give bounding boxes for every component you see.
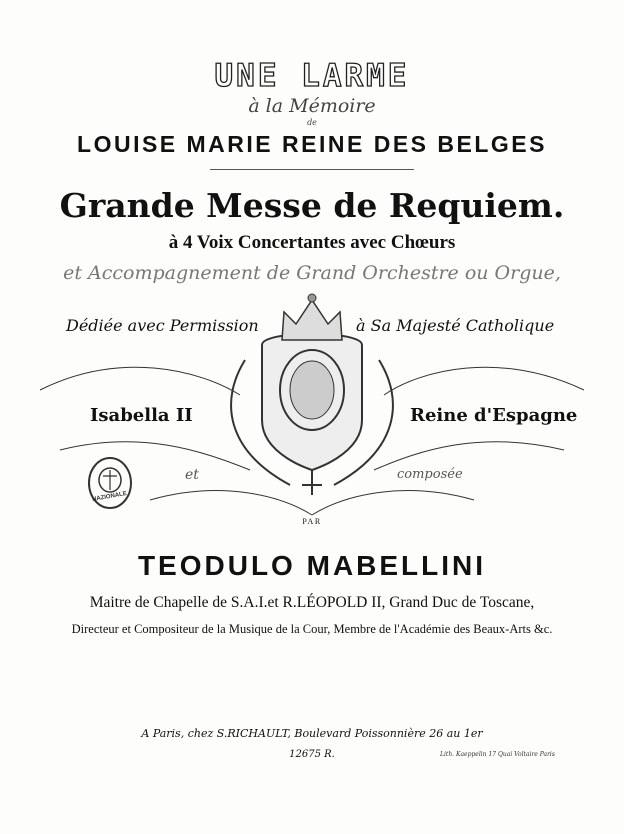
dedication-name-left: Isabella II (90, 405, 193, 426)
engraver-credit: Lith. Kaeppelin 17 Quai Voltaire Paris (440, 751, 555, 758)
dedication-right: à Sa Majesté Catholique (356, 316, 555, 335)
composer-title-line1: Maitre de Chapelle de S.A.I.et R.LÉOPOLD II, Grand Duc de Toscane, (89, 594, 535, 611)
work-voices: à 4 Voix Concertantes avec Chœurs (168, 232, 456, 253)
title-de: de (307, 118, 317, 127)
by-label: PAR (302, 517, 322, 526)
dedication-left: Dédiée avec Permission (66, 316, 259, 335)
composer-name: TEODULO MABELLINI (137, 550, 487, 581)
dedication-and: et (185, 467, 199, 483)
work-title: Grande Messe de Requiem. (59, 186, 565, 225)
composer-title-line2: Directeur et Compositeur de la Musique de la Cour, Membre de l'Académie des Beaux-Arts &c. (71, 622, 553, 636)
stamp-text: NAZIONALE (91, 491, 128, 503)
dedication-name-right: Reine d'Espagne (410, 405, 578, 426)
work-accompaniment: et Accompagnement de Grand Orchestre ou Orgue, (63, 262, 561, 284)
title-louise-marie: LOUISE MARIE REINE DES BELGES (77, 131, 547, 157)
title-une-larme: UNE LARME (214, 58, 410, 94)
title-a-la-memoire: à la Mémoire (248, 95, 376, 117)
plate-number: 12675 R. (289, 749, 335, 760)
dedication-composed: composée (397, 467, 463, 482)
publisher-line: A Paris, chez S.RICHAULT, Boulevard Poissonnière 26 au 1er (141, 727, 483, 740)
